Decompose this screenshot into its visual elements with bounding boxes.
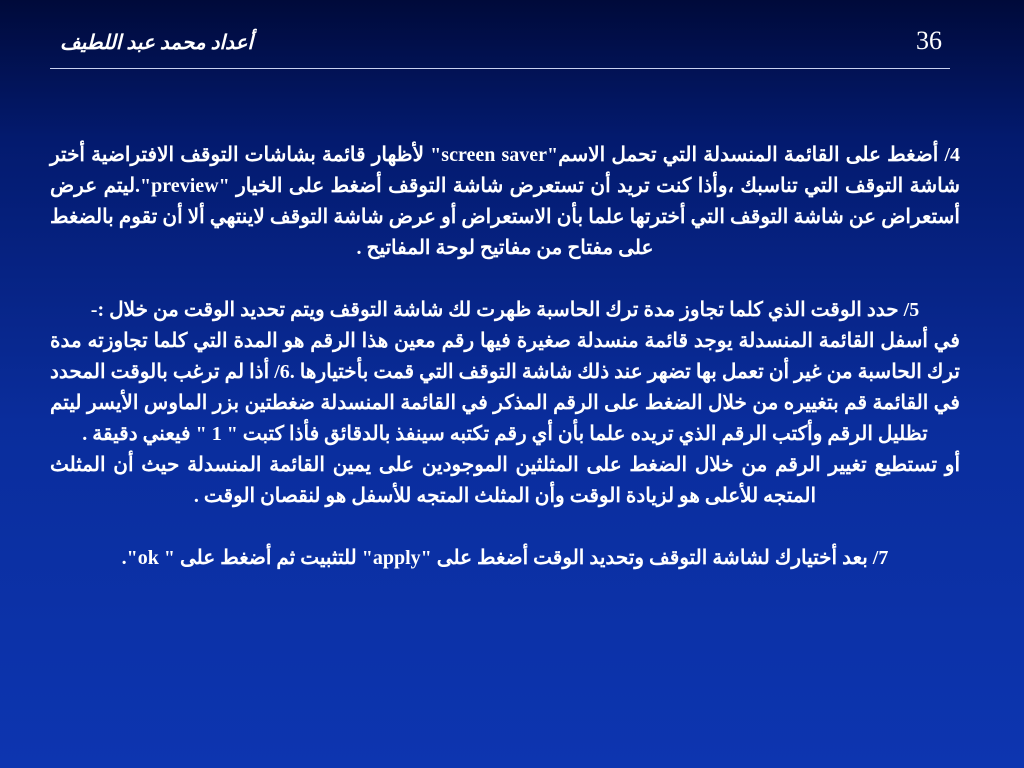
slide-body [50, 140, 960, 574]
paragraph-step-5: 5/ حدد الوقت الذي كلما تجاوز مدة ترك الحاسبة ظهرت لك شاشة التوقف ويتم تحديد الوقت من خلال :- [90, 299, 920, 321]
header-divider [50, 68, 950, 69]
paragraph-step-4: 4/ أضغط على القائمة المنسدلة التي تحمل الاسم"screen saver" لأظهار قائمة بشاشات التوقف الافتراضية أختر شاشة التوقف التي تناسبك ،وأذا كنت تريد أن تستعرض شاشة التوقف أضغط على الخيار "preview".ليتم عرض أستعراض عن شاشة التوقف التي أخترتها علما بأن الاستعراض أو عرض شاشة التوقف لاينتهي ألا أن تقوم بالضغط على مفتاح من مفاتيح لوحة المفاتيح . [50, 144, 960, 259]
paragraph-spacer [50, 264, 960, 295]
page-number: 36 [916, 26, 942, 55]
author-credit: أعداد محمد عبد اللطيف [60, 32, 254, 54]
paragraph-arrows-note: أو تستطيع تغيير الرقم من خلال الضغط على المثلثين الموجودين على يمين القائمة المنسدلة حيث أن المثلث المتجه للأعلى هو لزيادة الوقت وأن المثلث المتجه للأسفل هو لنقصان الوقت . [50, 454, 960, 507]
paragraph-step-6: في أسفل القائمة المنسدلة يوجد قائمة منسدلة صغيرة فيها رقم معين هذا الرقم هو المدة التي كلما تجاوزته مدة ترك الحاسبة من غير أن تعمل بها تضهر عند ذلك شاشة التوقف التي قمت بأختيارها .6/ أذا لم ترغب بالوقت المحدد في القائمة قم بتغييره من خلال الضغط على الرقم المذكر في القائمة المنسدلة ضغطتين بزر الماوس الأيسر ليتم تظليل الرقم وأكتب الرقم الذي تريده علما بأن أي رقم تكتبه سينفذ بالدقائق فأذا كتبت " 1 " فيعني دقيقة . [50, 330, 960, 445]
paragraph-spacer [50, 512, 960, 543]
slide-header [50, 26, 950, 66]
paragraph-step-7: 7/ بعد أختيارك لشاشة التوقف وتحديد الوقت أضغط على "apply" للتثبيت ثم أضغط على " ok". [121, 547, 889, 569]
